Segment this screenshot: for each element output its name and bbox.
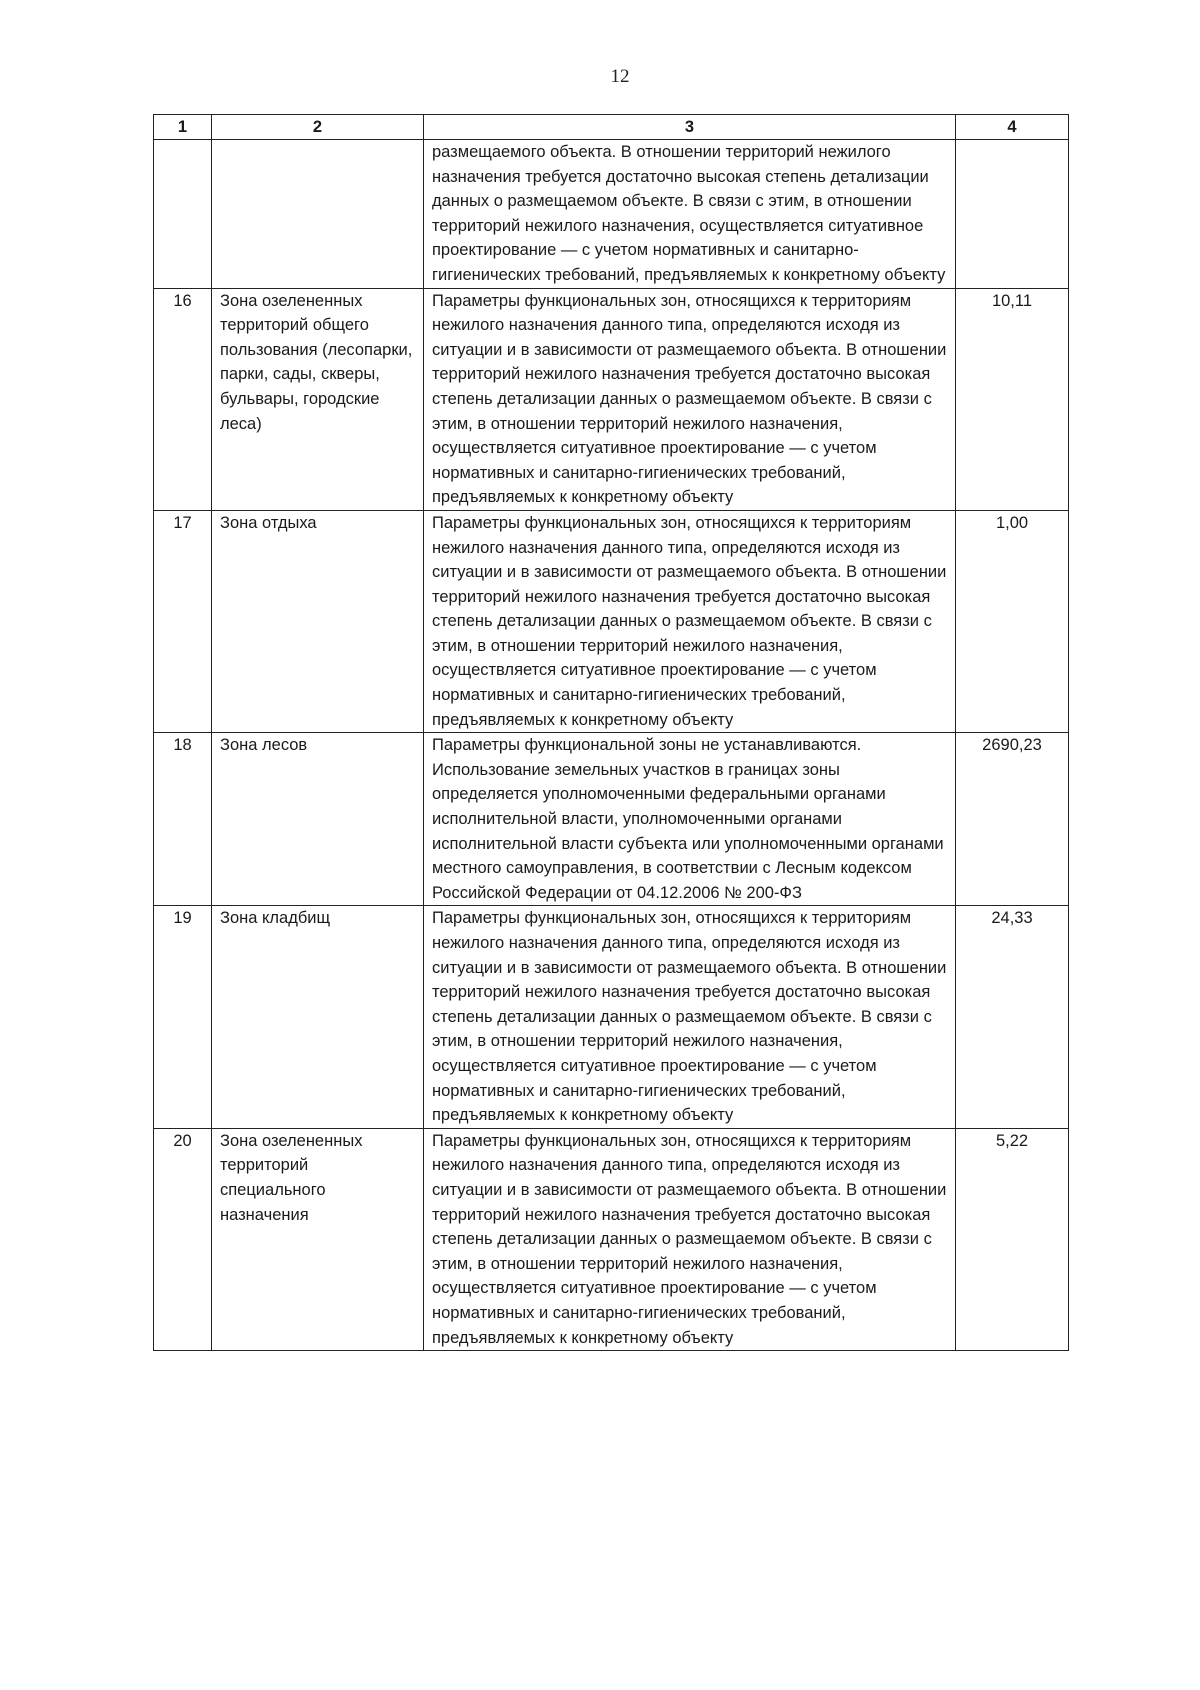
zone-name: Зона озелененных территорий специального назначения	[212, 1128, 424, 1350]
zone-area: 24,33	[956, 906, 1069, 1128]
zone-area	[956, 140, 1069, 289]
zone-description: Параметры функциональных зон, относящихся к территориям нежилого назначения данного типа, определяются исходя из ситуации и в зависимости от размещаемого объекта. В отношении территорий нежилого назначения требуется достаточно высокая степень детализации данных о размещаемом объекте. В связи с этим, в отношении территорий нежилого назначения, осуществляется ситуативное проектирование — с учетом нормативных и санитарно-гигиенических требований, предъявляемых к конкретному объекту	[424, 1128, 956, 1350]
zone-area: 1,00	[956, 510, 1069, 732]
zones-table	[153, 114, 1069, 1351]
header-row	[154, 115, 1069, 140]
row-number: 16	[154, 288, 212, 510]
table-row	[154, 906, 1069, 1128]
zone-description: Параметры функциональных зон, относящихся к территориям нежилого назначения данного типа, определяются исходя из ситуации и в зависимости от размещаемого объекта. В отношении территорий нежилого назначения требуется достаточно высокая степень детализации данных о размещаемом объекте. В связи с этим, в отношении территорий нежилого назначения, осуществляется ситуативное проектирование — с учетом нормативных и санитарно-гигиенических требований, предъявляемых к конкретному объекту	[424, 288, 956, 510]
zone-name: Зона отдыха	[212, 510, 424, 732]
zone-name	[212, 140, 424, 289]
table-header	[154, 115, 1069, 140]
zone-area: 5,22	[956, 1128, 1069, 1350]
zone-description: Параметры функциональной зоны не устанавливаются. Использование земельных участков в границах зоны определяется уполномоченными федеральными органами исполнительной власти, уполномоченными органами исполнительной власти субъекта или уполномоченными органами местного самоуправления, в соответствии с Лесным кодексом Российской Федерации от 04.12.2006 № 200-ФЗ	[424, 733, 956, 906]
row-number: 20	[154, 1128, 212, 1350]
header-col-3: 3	[424, 115, 956, 140]
zone-area: 10,11	[956, 288, 1069, 510]
zone-description: размещаемого объекта. В отношении территорий нежилого назначения требуется достаточно высокая степень детализации данных о размещаемом объекте. В связи с этим, в отношении территорий нежилого назначения, осуществляется ситуативное проектирование — с учетом нормативных и санитарно-гигиенических требований, предъявляемых к конкретному объекту	[424, 140, 956, 289]
table-row	[154, 288, 1069, 510]
row-number: 17	[154, 510, 212, 732]
table-row	[154, 140, 1069, 289]
zone-description: Параметры функциональных зон, относящихся к территориям нежилого назначения данного типа, определяются исходя из ситуации и в зависимости от размещаемого объекта. В отношении территорий нежилого назначения требуется достаточно высокая степень детализации данных о размещаемом объекте. В связи с этим, в отношении территорий нежилого назначения, осуществляется ситуативное проектирование — с учетом нормативных и санитарно-гигиенических требований, предъявляемых к конкретному объекту	[424, 510, 956, 732]
zone-area: 2690,23	[956, 733, 1069, 906]
zone-name: Зона кладбищ	[212, 906, 424, 1128]
zone-name: Зона лесов	[212, 733, 424, 906]
table-row	[154, 1128, 1069, 1350]
table-row	[154, 510, 1069, 732]
page-number: 12	[610, 66, 630, 87]
row-number: 19	[154, 906, 212, 1128]
header-col-4: 4	[956, 115, 1069, 140]
table-body	[154, 140, 1069, 1351]
table-row	[154, 733, 1069, 906]
header-col-1: 1	[154, 115, 212, 140]
row-number	[154, 140, 212, 289]
header-col-2: 2	[212, 115, 424, 140]
zone-description: Параметры функциональных зон, относящихся к территориям нежилого назначения данного типа, определяются исходя из ситуации и в зависимости от размещаемого объекта. В отношении территорий нежилого назначения требуется достаточно высокая степень детализации данных о размещаемом объекте. В связи с этим, в отношении территорий нежилого назначения, осуществляется ситуативное проектирование — с учетом нормативных и санитарно-гигиенических требований, предъявляемых к конкретному объекту	[424, 906, 956, 1128]
row-number: 18	[154, 733, 212, 906]
zone-name: Зона озелененных территорий общего пользования (лесопарки, парки, сады, скверы, бульвары, городские леса)	[212, 288, 424, 510]
